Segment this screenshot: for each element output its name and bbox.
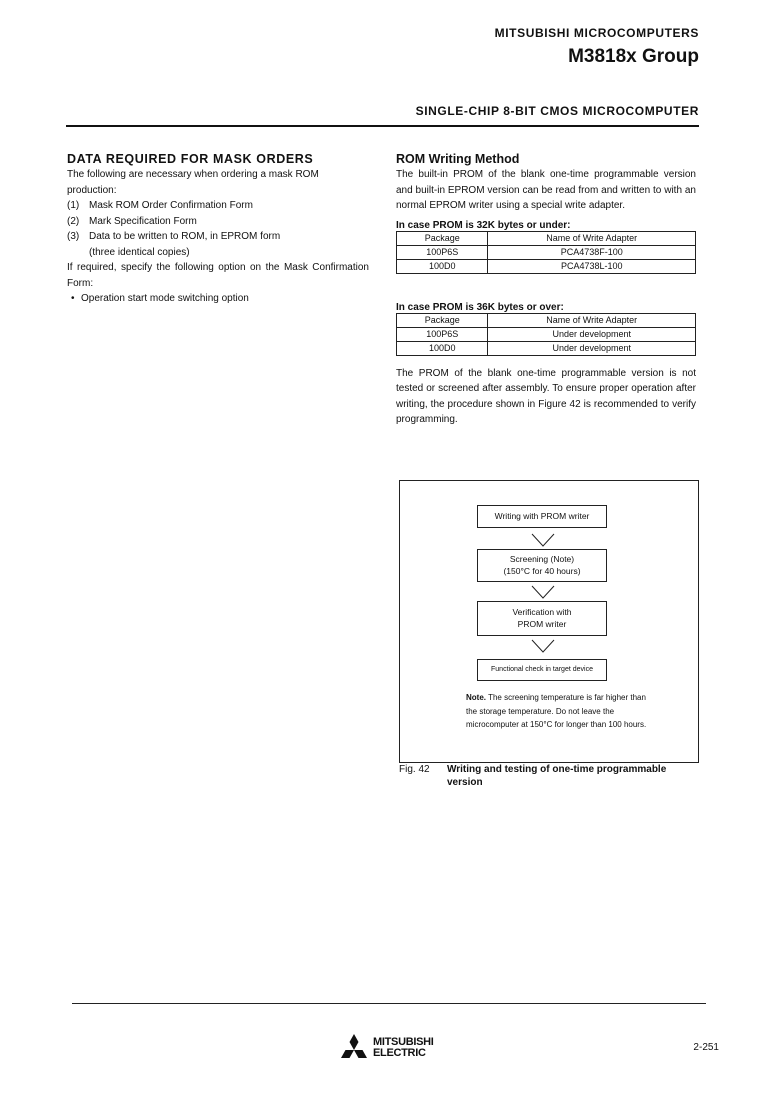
table-cell: PCA4738F-100 bbox=[488, 245, 696, 259]
figure-label: Fig. 42 bbox=[399, 764, 430, 775]
rom-writing-heading: ROM Writing Method bbox=[396, 152, 520, 166]
list-number: (1) bbox=[67, 200, 80, 211]
header-rule bbox=[66, 125, 699, 127]
table-cell: 100P6S bbox=[397, 327, 488, 341]
mask-orders-section bbox=[67, 152, 369, 307]
company-header: MITSUBISHI MICROCOMPUTERS bbox=[494, 26, 699, 40]
product-subtitle: SINGLE-CHIP 8-BIT CMOS MICROCOMPUTER bbox=[415, 104, 699, 118]
table-row bbox=[397, 245, 696, 259]
rom-writing-section bbox=[396, 152, 696, 428]
figure-caption-text: Writing and testing of one-time programmable version bbox=[447, 764, 667, 788]
table-cell: Under development bbox=[488, 327, 696, 341]
flow-step-text: PROM writer bbox=[517, 619, 567, 629]
table-header-row bbox=[397, 313, 696, 327]
table-row bbox=[397, 341, 696, 355]
list-number: (3) bbox=[67, 231, 80, 242]
table-row bbox=[397, 259, 696, 273]
bullet-item bbox=[67, 291, 369, 307]
list-continuation: (three identical copies) bbox=[89, 246, 190, 258]
flow-step-text: Screening (Note) bbox=[509, 554, 575, 564]
logo-line: ELECTRIC bbox=[373, 1047, 426, 1059]
note-text: The screening temperature is far higher than the storage temperature. Do not leave the microcomputer at 150°C for longer than 100 hours. bbox=[466, 693, 647, 729]
adapter-table-32k bbox=[396, 231, 696, 274]
figure-42-flowchart bbox=[399, 480, 699, 763]
down-arrow-icon bbox=[531, 639, 555, 653]
table-cell: 100P6S bbox=[397, 245, 488, 259]
page-number: 2-251 bbox=[693, 1042, 719, 1053]
flow-step-verification bbox=[477, 601, 607, 636]
mask-orders-intro: The following are necessary when ordering a mask ROM production: bbox=[67, 169, 319, 196]
flow-step-functional-check: Functional check in target device bbox=[477, 659, 607, 681]
list-item bbox=[67, 214, 369, 230]
option-text: If required, specify the following option on the Mask Confirmation Form: bbox=[67, 262, 369, 289]
flow-step-writing: Writing with PROM writer bbox=[477, 505, 607, 528]
table-cell: PCA4738L-100 bbox=[488, 259, 696, 273]
table-header: Package bbox=[397, 231, 488, 245]
flow-step-text: (150°C for 40 hours) bbox=[503, 566, 581, 576]
table-cell: Under development bbox=[488, 341, 696, 355]
note-label: Note. bbox=[466, 693, 486, 702]
list-item bbox=[67, 229, 369, 245]
group-title: M3818x Group bbox=[568, 46, 699, 67]
table-header: Name of Write Adapter bbox=[488, 231, 696, 245]
prom-screening-paragraph: The PROM of the blank one-time programmable version is not tested or screened after assembly. To ensure proper operation after writing, the procedure shown in Figure 42 is recommended to verify programming. bbox=[396, 367, 696, 425]
bullet-text: Operation start mode switching option bbox=[81, 293, 249, 304]
company-logo-text bbox=[373, 1037, 434, 1059]
table-cell: 100D0 bbox=[397, 259, 488, 273]
rom-writing-paragraph: The built-in PROM of the blank one-time programmable version and built-in EPROM version can be read from and written to with an normal EPROM writer using a special write adapter. bbox=[396, 169, 696, 211]
table-header-row bbox=[397, 231, 696, 245]
down-arrow-icon bbox=[531, 585, 555, 599]
figure-caption bbox=[399, 763, 699, 789]
table-row bbox=[397, 327, 696, 341]
list-number: (2) bbox=[67, 215, 80, 227]
list-text: Mark Specification Form bbox=[89, 215, 197, 227]
down-arrow-icon bbox=[531, 533, 555, 547]
list-text: Mask ROM Order Confirmation Form bbox=[89, 200, 253, 211]
bullet-symbol: • bbox=[71, 293, 75, 304]
table-header: Name of Write Adapter bbox=[488, 313, 696, 327]
table-header: Package bbox=[397, 313, 488, 327]
flow-step-text: Verification with bbox=[512, 607, 572, 617]
mitsubishi-logo-icon bbox=[338, 1033, 370, 1063]
figure-note bbox=[466, 691, 656, 732]
table1-caption: In case PROM is 32K bytes or under: bbox=[396, 219, 571, 231]
logo-line: MITSUBISHI bbox=[373, 1036, 434, 1048]
flow-step-screening bbox=[477, 549, 607, 582]
table-cell: 100D0 bbox=[397, 341, 488, 355]
mask-orders-heading: DATA REQUIRED FOR MASK ORDERS bbox=[67, 152, 314, 166]
adapter-table-36k bbox=[396, 313, 696, 356]
list-text: Data to be written to ROM, in EPROM form bbox=[89, 231, 281, 242]
table2-caption: In case PROM is 36K bytes or over: bbox=[396, 301, 564, 313]
footer-rule bbox=[72, 1003, 706, 1004]
list-item bbox=[67, 198, 369, 214]
